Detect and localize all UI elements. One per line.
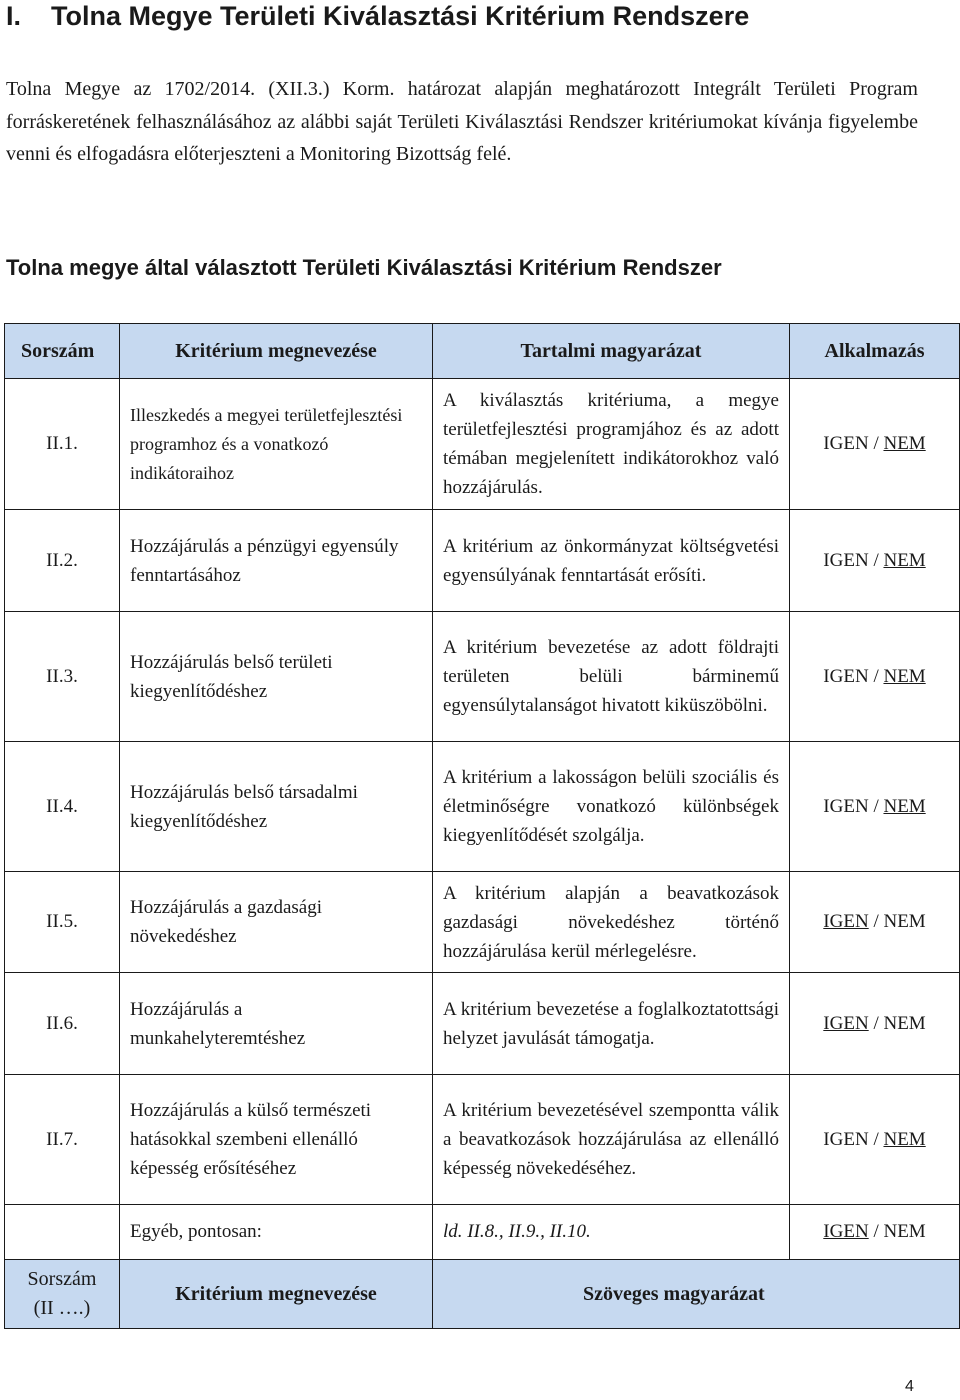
row-number: II.2. — [5, 510, 120, 612]
criterion-name: Hozzájárulás belső területi kiegyenlítődéshez — [120, 612, 433, 742]
nem-option[interactable]: NEM — [883, 1012, 926, 1034]
separator: / — [868, 1128, 884, 1150]
separator: / — [868, 911, 884, 932]
table-row — [5, 973, 960, 1075]
header-alkalmazas: Alkalmazás — [790, 324, 960, 379]
table-row — [5, 1075, 960, 1205]
nem-option[interactable]: NEM — [883, 1128, 926, 1150]
criterion-name: Hozzájárulás a pénzügyi egyensúly fenntartásához — [120, 510, 433, 612]
application-choice — [790, 612, 960, 742]
criterion-name: Hozzájárulás belső társadalmi kiegyenlítődéshez — [120, 742, 433, 872]
igen-option[interactable]: IGEN — [823, 1012, 869, 1034]
nem-option[interactable]: NEM — [883, 911, 926, 932]
separator: / — [868, 665, 884, 687]
header-kriterium: Kritérium megnevezése — [120, 324, 433, 379]
separator: / — [868, 549, 884, 571]
other-row — [5, 1205, 960, 1260]
application-choice — [790, 1075, 960, 1205]
table-row — [5, 379, 960, 510]
separator: / — [868, 1012, 884, 1034]
criteria-table — [4, 323, 960, 1329]
sorszam-line2: (II ….) — [33, 1297, 91, 1319]
page-number: 4 — [905, 1378, 914, 1395]
application-choice — [790, 1205, 960, 1260]
criterion-description: A kritérium a lakosságon belüli szociális és életminőségre vonatkozó különbségek kiegyenlítődését szolgálja. — [433, 742, 790, 872]
nem-option[interactable]: NEM — [883, 433, 926, 454]
table-subheading: Tolna megye által választott Területi Kiválasztási Kritérium Rendszer — [6, 255, 722, 280]
igen-option[interactable]: IGEN — [823, 549, 869, 571]
table-row — [5, 510, 960, 612]
other-description: ld. II.8., II.9., II.10. — [433, 1205, 790, 1260]
row-number-empty — [5, 1205, 120, 1260]
application-choice — [790, 510, 960, 612]
criterion-description: A kritérium bevezetése a foglalkoztatottsági helyzet javulását támogatja. — [433, 973, 790, 1075]
criterion-description: A kritérium bevezetése az adott földrajti területen belüli bárminemű egyensúlytalanságot hivatott kiküszöbölni. — [433, 612, 790, 742]
application-choice — [790, 742, 960, 872]
row-number: II.4. — [5, 742, 120, 872]
igen-option[interactable]: IGEN — [823, 1221, 869, 1242]
section-number: I. — [6, 1, 22, 31]
igen-option[interactable]: IGEN — [823, 795, 869, 817]
section-heading — [6, 0, 946, 32]
application-choice — [790, 973, 960, 1075]
igen-option[interactable]: IGEN — [823, 665, 869, 687]
criterion-description: A kritérium az önkormányzat költségvetési egyensúlyának fenntartását erősíti. — [433, 510, 790, 612]
section-title: Tolna Megye Területi Kiválasztási Kritérium Rendszere — [51, 1, 750, 31]
criterion-name: Hozzájárulás a munkahelyteremtéshez — [120, 973, 433, 1075]
nem-option[interactable]: NEM — [883, 1221, 926, 1242]
row-number: II.7. — [5, 1075, 120, 1205]
nem-option[interactable]: NEM — [883, 795, 926, 817]
igen-option[interactable]: IGEN — [823, 1128, 869, 1150]
table-row — [5, 872, 960, 973]
second-header-kriterium: Kritérium megnevezése — [120, 1260, 433, 1329]
header-tartalmi: Tartalmi magyarázat — [433, 324, 790, 379]
table-row — [5, 742, 960, 872]
igen-option[interactable]: IGEN — [823, 911, 869, 932]
second-header-sorszam — [5, 1260, 120, 1329]
row-number: II.6. — [5, 973, 120, 1075]
header-sorszam: Sorszám — [5, 324, 120, 379]
row-number: II.3. — [5, 612, 120, 742]
criterion-description: A kiválasztás kritériuma, a megye területfejlesztési programjához és az adott témában megjelenített indikátorokhoz való hozzájárulás. — [433, 379, 790, 510]
igen-option[interactable]: IGEN — [823, 433, 869, 454]
second-header-szoveges: Szöveges magyarázat — [433, 1260, 960, 1329]
separator: / — [868, 795, 884, 817]
criterion-name: Hozzájárulás a gazdasági növekedéshez — [120, 872, 433, 973]
row-number: II.1. — [5, 379, 120, 510]
table-row — [5, 612, 960, 742]
sorszam-line1: Sorszám — [27, 1268, 97, 1290]
separator: / — [868, 1221, 884, 1242]
nem-option[interactable]: NEM — [883, 549, 926, 571]
criterion-description: A kritérium alapján a beavatkozások gazdasági növekedéshez történő hozzájárulása kerül mérlegelésre. — [433, 872, 790, 973]
application-choice — [790, 872, 960, 973]
nem-option[interactable]: NEM — [883, 665, 926, 687]
separator: / — [868, 433, 884, 454]
table-header-row — [5, 324, 960, 379]
row-number: II.5. — [5, 872, 120, 973]
application-choice — [790, 379, 960, 510]
intro-paragraph: Tolna Megye az 1702/2014. (XII.3.) Korm. határozat alapján meghatározott Integrált Területi Program forráskeretének felhasználásához az alábbi saját Területi Kiválasztási Rendszer kritériumokat kívánja figyelembe venni és elfogadásra előterjeszteni a Monitoring Bizottság felé. — [6, 78, 918, 165]
criterion-description: A kritérium bevezetésével szempontta válik a beavatkozások hozzájárulása az ellenálló képesség növekedéséhez. — [433, 1075, 790, 1205]
second-header-row — [5, 1260, 960, 1329]
other-name: Egyéb, pontosan: — [120, 1205, 433, 1260]
criterion-name: Illeszkedés a megyei területfejlesztési programhoz és a vonatkozó indikátoraihoz — [120, 379, 433, 510]
criterion-name: Hozzájárulás a külső természeti hatásokkal szembeni ellenálló képesség erősítéséhez — [120, 1075, 433, 1205]
